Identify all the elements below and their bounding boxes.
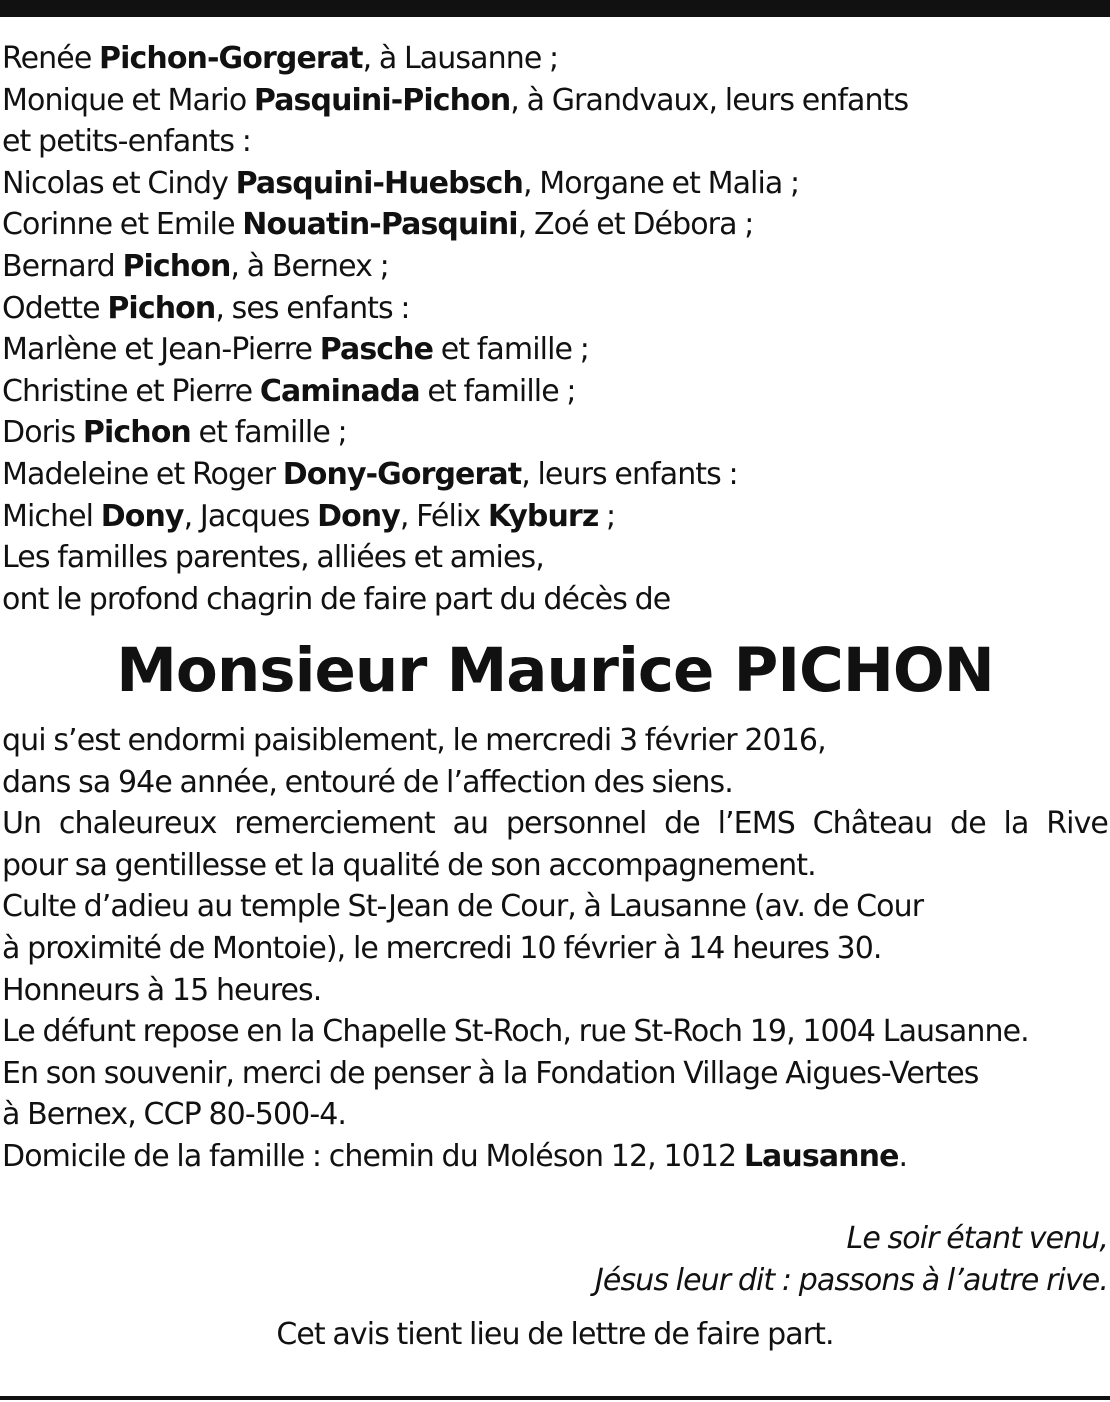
bottom-rule bbox=[0, 1396, 1110, 1400]
family-line bbox=[2, 163, 1108, 205]
family-text: et famille ; bbox=[433, 332, 589, 368]
family-line bbox=[2, 454, 1108, 496]
family-line bbox=[2, 288, 1108, 330]
family-text: , ses enfants : bbox=[215, 290, 410, 326]
family-line bbox=[2, 246, 1108, 288]
quote-line: Le soir étant venu, bbox=[846, 1221, 1108, 1256]
family-surname: Nouatin-Pasquini bbox=[242, 207, 518, 243]
footer-note: Cet avis tient lieu de lettre de faire part. bbox=[276, 1317, 834, 1352]
family-text: Les familles parentes, alliées et amies, bbox=[2, 540, 544, 576]
family-surname: Pichon-Gorgerat bbox=[99, 41, 363, 76]
family-surname: Dony bbox=[100, 498, 184, 534]
family-text: ont le profond chagrin de faire part du décès de bbox=[2, 581, 671, 617]
family-text: Michel bbox=[2, 498, 101, 534]
closing-quote bbox=[595, 1218, 1108, 1301]
family-surname: Pichon bbox=[107, 290, 216, 326]
quote-line: Jésus leur dit : passons à l’autre rive. bbox=[594, 1262, 1108, 1298]
family-text: Odette bbox=[2, 290, 108, 326]
family-line bbox=[2, 537, 1108, 579]
family-surname: Pichon bbox=[122, 248, 231, 284]
detail-line: Honneurs à 15 heures. bbox=[2, 972, 322, 1008]
family-text: Marlène et Jean-Pierre bbox=[2, 332, 320, 368]
top-rule bbox=[0, 0, 1110, 17]
family-line bbox=[2, 38, 1108, 80]
family-text: et petits-enfants : bbox=[2, 124, 251, 160]
family-text: , Félix bbox=[399, 498, 488, 534]
deceased-name: Monsieur Maurice PICHON bbox=[116, 635, 994, 706]
family-text: Christine et Pierre bbox=[2, 373, 260, 409]
family-text: Nicolas et Cindy bbox=[2, 165, 236, 201]
detail-line: Un chaleureux remerciement au personnel de l’EMS Château de la Rive bbox=[2, 806, 1108, 842]
family-line bbox=[2, 371, 1108, 413]
family-line bbox=[2, 80, 1108, 122]
family-text: et famille ; bbox=[190, 415, 347, 451]
family-text: , Morgane et Malia ; bbox=[522, 165, 800, 201]
family-text: , Zoé et Débora ; bbox=[517, 207, 754, 243]
family-surname: Pasquini-Pichon bbox=[253, 82, 511, 118]
family-surname: Dony bbox=[317, 498, 400, 534]
family-line bbox=[2, 496, 1108, 538]
family-line bbox=[2, 121, 1108, 163]
family-text: Doris bbox=[2, 415, 83, 451]
family-line bbox=[2, 579, 1108, 621]
family-surname: Kyburz bbox=[487, 498, 599, 534]
family-text: et famille ; bbox=[419, 373, 576, 409]
family-text: Monique et Mario bbox=[2, 82, 254, 118]
domicile-text: Domicile de la famille : chemin du Moléson 12, 1012 bbox=[2, 1138, 744, 1174]
detail-line: Culte d’adieu au temple St-Jean de Cour, à Lausanne (av. de Cour bbox=[2, 889, 924, 925]
family-surname: Caminada bbox=[259, 373, 420, 409]
family-text: , à Lausanne ; bbox=[362, 41, 559, 76]
family-text: , à Grandvaux, leurs enfants bbox=[510, 82, 909, 118]
family-text: Renée bbox=[2, 41, 100, 76]
family-text: , leurs enfants : bbox=[521, 456, 738, 492]
family-line bbox=[2, 412, 1108, 454]
family-text: Corinne et Emile bbox=[2, 207, 243, 243]
family-line bbox=[2, 204, 1108, 246]
detail-line: dans sa 94e année, entouré de l’affection des siens. bbox=[2, 764, 733, 800]
domicile-line bbox=[2, 1136, 1108, 1178]
family-surname: Pasquini-Huebsch bbox=[235, 165, 523, 201]
family-surname: Pasche bbox=[319, 332, 434, 368]
detail-line: qui s’est endormi paisiblement, le mercredi 3 février 2016, bbox=[2, 723, 826, 758]
family-text: , à Bernex ; bbox=[230, 248, 389, 284]
family-line bbox=[2, 329, 1108, 371]
domicile-city: Lausanne bbox=[743, 1138, 899, 1174]
family-text: Madeleine et Roger bbox=[2, 456, 283, 492]
family-surname: Dony-Gorgerat bbox=[282, 456, 522, 492]
detail-line: à Bernex, CCP 80-500-4. bbox=[2, 1097, 347, 1133]
detail-line: à proximité de Montoie), le mercredi 10 février à 14 heures 30. bbox=[2, 930, 882, 966]
family-surname: Pichon bbox=[82, 415, 191, 451]
family-text: Bernard bbox=[2, 248, 123, 284]
details-block bbox=[2, 720, 1108, 1178]
detail-line: pour sa gentillesse et la qualité de son accompagnement. bbox=[2, 847, 816, 883]
detail-line: En son souvenir, merci de penser à la Fondation Village Aigues-Vertes bbox=[2, 1055, 979, 1091]
family-text: ; bbox=[598, 498, 616, 534]
detail-line: Le défunt repose en la Chapelle St-Roch, rue St-Roch 19, 1004 Lausanne. bbox=[2, 1014, 1029, 1050]
domicile-text: . bbox=[898, 1138, 908, 1174]
family-list bbox=[2, 38, 1108, 620]
family-text: , Jacques bbox=[183, 498, 318, 534]
